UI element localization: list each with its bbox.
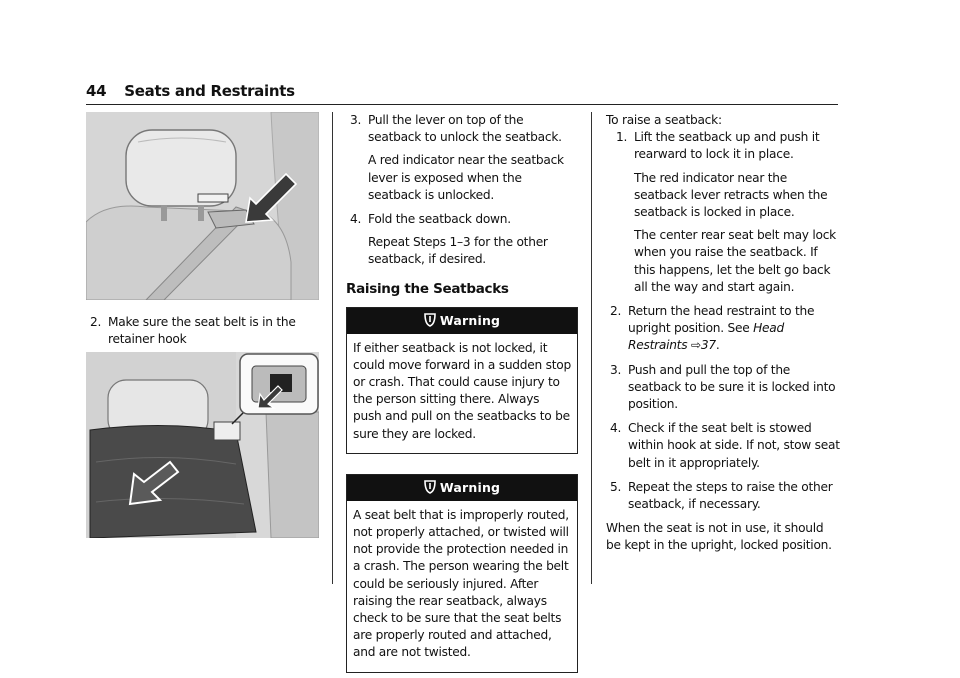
raise-step-1: 1. Lift the seatback up and push it rearward to lock it in place. [616, 130, 820, 162]
warning-title: Warning [439, 479, 501, 495]
section-heading: Raising the Seatbacks [346, 280, 509, 297]
page-ref[interactable]: 37 [700, 338, 716, 353]
column-divider [332, 112, 333, 584]
seatback-lever-illustration [86, 112, 319, 300]
warning-icon [424, 310, 436, 336]
raise-step-3: 3. Push and pull the top of the seatback to be sure it is locked into position. [610, 362, 836, 412]
raise-step-1-note: The center rear seat belt may lock when you raise the seatback. If this happens, let the belt go back all the way and start again. [634, 228, 836, 294]
warning-header [347, 308, 577, 334]
page-ref-icon: ⇨ [690, 338, 701, 353]
column-1 [86, 314, 321, 348]
raise-step-1-note: The red indicator near the seatback lever retracts when the seatback is locked in place. [634, 170, 828, 220]
raise-step-5: 5. Repeat the steps to raise the other seatback, if necessary. [610, 479, 833, 512]
warning-text: If either seatback is not locked, it could move forward in a sudden stop or crash. That could cause injury to the person sitting there. Always push and pull on the seatbacks to be sure they are locked. [353, 340, 571, 441]
warning-text: A seat belt that is improperly routed, not properly attached, or twisted will not provide the protection needed in a crash. The person wearing the belt could be seriously injured. After raising the rear seatback, always check to be sure that the seat belts are properly routed and attached, and are not twisted. [353, 507, 569, 660]
intro-text: To raise a seatback: [606, 113, 722, 127]
column-divider [591, 112, 592, 584]
column-2 [346, 112, 578, 673]
warning-header [347, 475, 577, 501]
step-4-note: Repeat Steps 1–3 for the other seatback, if desired. [368, 235, 548, 267]
step-3-note: A red indicator near the seatback lever is exposed when the seatback is unlocked. [368, 153, 564, 202]
raise-step-2: 2. Return the head restraint to the upright position. See Head Restraints ⇨37. [610, 304, 815, 353]
warning-title: Warning [439, 312, 501, 328]
raise-step-4: 4. Check if the seat belt is stowed within hook at side. If not, stow seat belt in it appropriately. [610, 421, 840, 470]
step-4: 4. Fold the seatback down. [350, 212, 511, 227]
page-number: 44 [86, 82, 107, 100]
warning-box [346, 307, 578, 454]
closing-text: When the seat is not in use, it should be kept in the upright, locked position. [606, 521, 832, 553]
step-2: 2. Make sure the seat belt is in the retainer hook [90, 315, 296, 347]
page-header [86, 82, 838, 104]
column-3 [606, 112, 840, 555]
head-restraints-link[interactable]: Head Restraints [628, 321, 784, 353]
warning-icon [424, 477, 436, 503]
seat-belt-retainer-illustration [86, 352, 319, 538]
warning-box [346, 474, 578, 673]
header-rule [86, 104, 838, 105]
section-title: Seats and Restraints [124, 82, 295, 100]
step-3: 3. Pull the lever on top of the seatback to unlock the seatback. [350, 113, 562, 145]
